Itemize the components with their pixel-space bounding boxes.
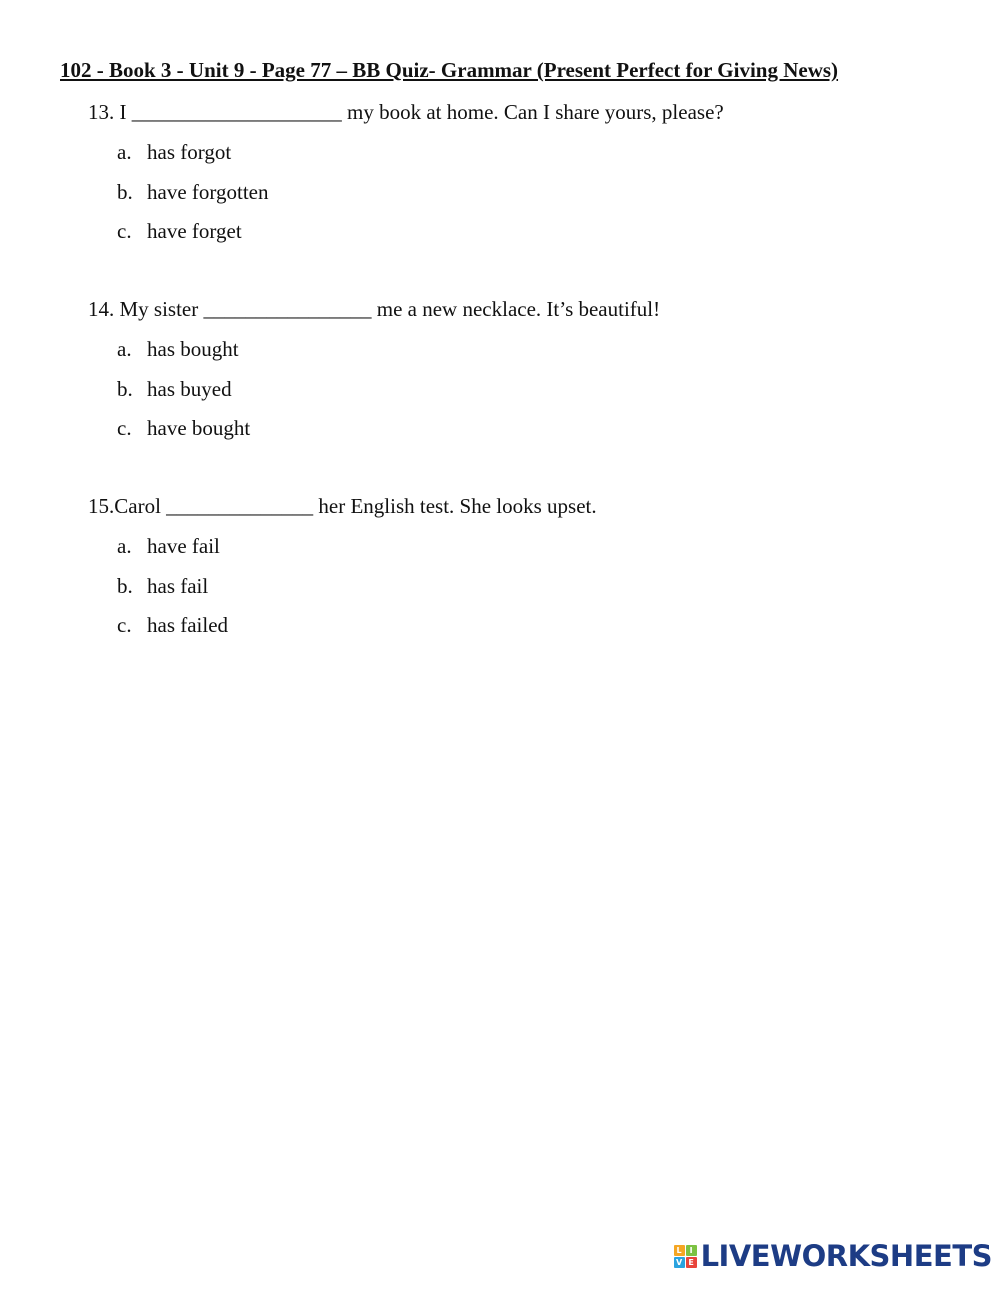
option-letter: b. [117,377,133,401]
option-letter: c. [117,416,132,440]
option-text: has buyed [147,377,232,401]
option-text: has failed [147,613,229,637]
option-15c[interactable] [117,613,228,638]
logo-block-e: E [686,1257,697,1268]
option-14b[interactable] [117,377,232,402]
logo-block-i: I [686,1245,697,1256]
question-13: 13. I ____________________ my book at home. Can I share yours, please? [88,100,724,124]
option-13b[interactable] [117,180,269,205]
option-letter: c. [117,219,132,243]
option-letter: c. [117,613,132,637]
option-15a[interactable] [117,534,220,559]
option-text: has bought [147,337,239,361]
option-14a[interactable] [117,337,239,362]
option-text: has forgot [147,140,232,164]
option-letter: a. [117,140,132,164]
liveworksheets-logo[interactable] [674,1239,992,1273]
option-14c[interactable] [117,416,250,441]
option-text: have forget [147,219,242,243]
option-text: have bought [147,416,251,440]
logo-block-l: L [674,1245,685,1256]
option-text: have fail [147,534,220,558]
option-15b[interactable] [117,574,208,599]
option-letter: a. [117,534,132,558]
option-text: has fail [147,574,209,598]
page-title: 102 - Book 3 - Unit 9 - Page 77 – BB Quiz- Grammar (Present Perfect for Giving News) [60,58,839,82]
option-text: have forgotten [147,180,269,204]
option-13a[interactable] [117,140,231,165]
question-14: 14. My sister ________________ me a new necklace. It’s beautiful! [88,297,661,321]
logo-icon [674,1245,697,1268]
question-15: 15.Carol ______________ her English test. She looks upset. [88,494,597,518]
logo-text: LIVEWORKSHEETS [700,1239,992,1273]
option-13c[interactable] [117,219,242,244]
option-letter: b. [117,180,133,204]
option-letter: a. [117,337,132,361]
option-letter: b. [117,574,133,598]
logo-block-v: V [674,1257,685,1268]
